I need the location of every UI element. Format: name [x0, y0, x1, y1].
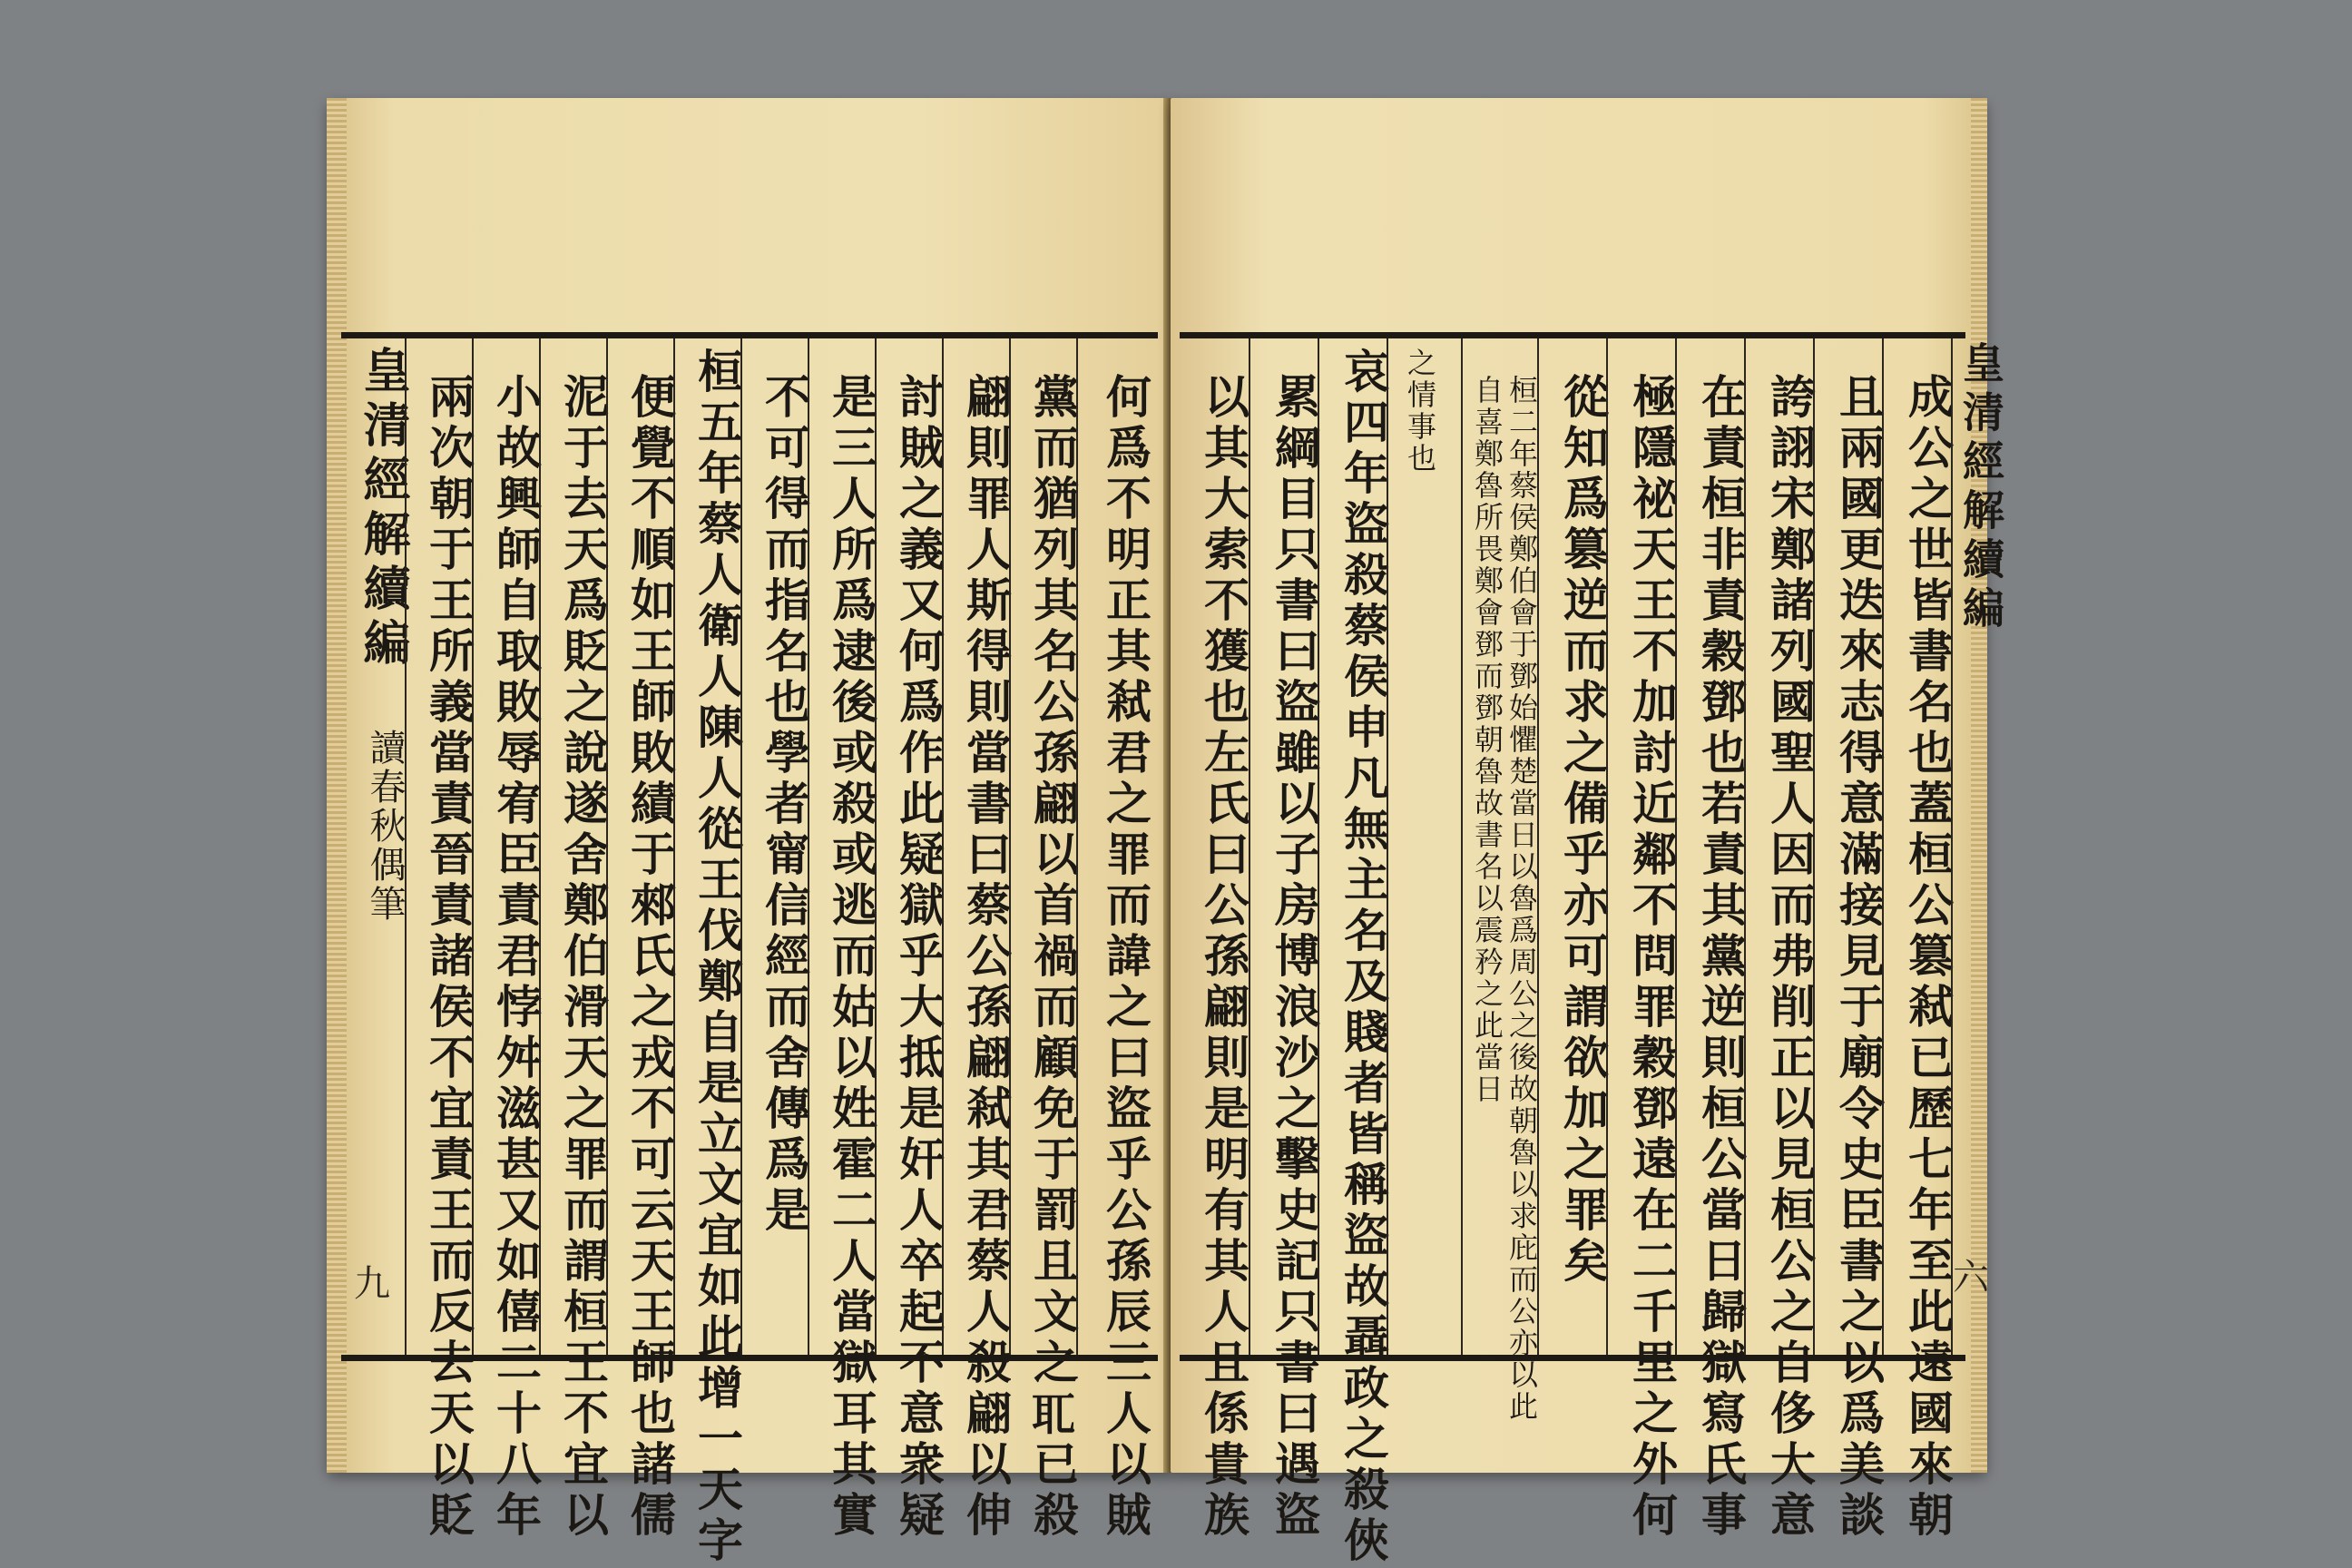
text-line: 在責桓非責穀鄧也若責其黨逆則桓公當日歸獄寫氏事 — [1694, 373, 1748, 1542]
text-line: 誇詡宋鄭諸列國聖人因而弗削正以見桓公之自侈大意 — [1763, 373, 1817, 1542]
text-line: 且兩國更迭來志得意滿接見于廟令史臣書之以爲美談 — [1832, 373, 1886, 1542]
open-book — [327, 98, 2005, 1567]
text-line: 兩次朝于王所義當責晉責諸侯不宜責王而反去天以貶 — [422, 373, 475, 1542]
text-column — [606, 338, 677, 1542]
right-page — [1171, 98, 2005, 1567]
text-column — [673, 338, 744, 1567]
text-line: 小故興師自取敗辱宥臣責君悖舛滋甚又如僖二十八年 — [489, 373, 543, 1542]
text-column — [740, 338, 809, 1355]
text-column — [942, 338, 1013, 1542]
text-line: 累綱目只書曰盜雖以子房博浪沙之擊史記只書曰遇盜 — [1268, 373, 1321, 1542]
text-column — [1249, 338, 1321, 1542]
left-page — [327, 98, 1171, 1567]
text-column — [472, 338, 543, 1542]
note-line: 桓二年蔡侯鄭伯會于鄧始懼楚當日以魯爲周公之後故朝魯以求庇而公亦以此 — [1504, 375, 1539, 1423]
text-line: 桓五年蔡人衛人陳人從王伐鄭自是立文宜如此增一天字 — [691, 348, 744, 1567]
text-line: 何爲不明正其弒君之罪而諱之曰盜乎公孫辰三人以賊 — [1099, 373, 1152, 1542]
text-column — [1606, 338, 1679, 1542]
text-column — [808, 338, 878, 1542]
text-column — [1387, 338, 1463, 1355]
right-margin-area — [1953, 332, 2005, 1348]
text-line: 極隱祕天王不加討近鄰不問罪穀鄧遠在二千里之外何 — [1625, 373, 1679, 1542]
text-line: 便覺不順如王師敗績于郲氏之戎不可云天王師也諸儒 — [623, 373, 677, 1542]
text-column — [1882, 338, 1955, 1542]
text-line: 成公之世皆書名也蓋桓公篡弒已歷七年至此遠國來朝 — [1901, 373, 1955, 1542]
text-column — [1076, 338, 1156, 1542]
right-text-frame — [1180, 332, 1965, 1567]
text-column — [1744, 338, 1817, 1542]
text-line: 之情事也 — [1403, 348, 1437, 475]
text-column — [539, 338, 610, 1542]
left-text-frame — [341, 332, 1158, 1567]
left-margin-title: 皇清經解續編 — [355, 346, 410, 672]
text-line: 哀四年盜殺蔡侯申凡無主名及賤者皆稱盜故聶政之殺俠 — [1337, 348, 1390, 1567]
text-line: 以其大索不獲也左氏曰公孫翩則是明有其人且係貴族 — [1197, 373, 1250, 1542]
text-line: 從知爲篡逆而求之備乎亦可謂欲加之罪矣 — [1556, 373, 1610, 1288]
note-column — [1461, 338, 1539, 1423]
text-line: 討賊之義又何爲作此疑獄乎大抵是奸人卒起不意衆疑 — [892, 373, 946, 1542]
text-line: 黨而猶列其名公孫翩以首禍而顧免于罰且文之𦔮已殺 — [1026, 373, 1080, 1542]
text-column — [1813, 338, 1886, 1542]
right-page-number: 六 — [1953, 1257, 1989, 1298]
text-line: 翩則罪人斯得則當書曰蔡公孫翩弒其君蔡人殺翩以伸 — [959, 373, 1013, 1542]
left-chapter-label: 讀春秋偶筆 — [364, 729, 406, 924]
text-column — [1180, 338, 1250, 1542]
left-page-number: 九 — [354, 1263, 390, 1305]
text-column — [875, 338, 946, 1542]
text-column — [1009, 338, 1080, 1542]
text-column — [1318, 338, 1390, 1567]
left-margin-column — [341, 338, 410, 1355]
text-column — [1537, 338, 1608, 1355]
text-column — [1675, 338, 1748, 1542]
text-line: 是三人所爲逮後或殺或逃而姑以姓霍二人當獄耳其實 — [825, 373, 878, 1542]
note-line: 自喜鄭魯所畏鄭會鄧而鄧朝魯故書名以震矜之此當日 — [1470, 375, 1504, 1105]
text-line: 泥于去天爲貶之說遂舍鄭伯滑天之罪而謂桓王不宜以 — [556, 373, 610, 1542]
right-margin-title: 皇清經解續編 — [1956, 341, 2005, 635]
text-line: 不可得而指名也學者甯信經而舍傳爲是 — [758, 373, 811, 1237]
text-column — [405, 338, 475, 1542]
